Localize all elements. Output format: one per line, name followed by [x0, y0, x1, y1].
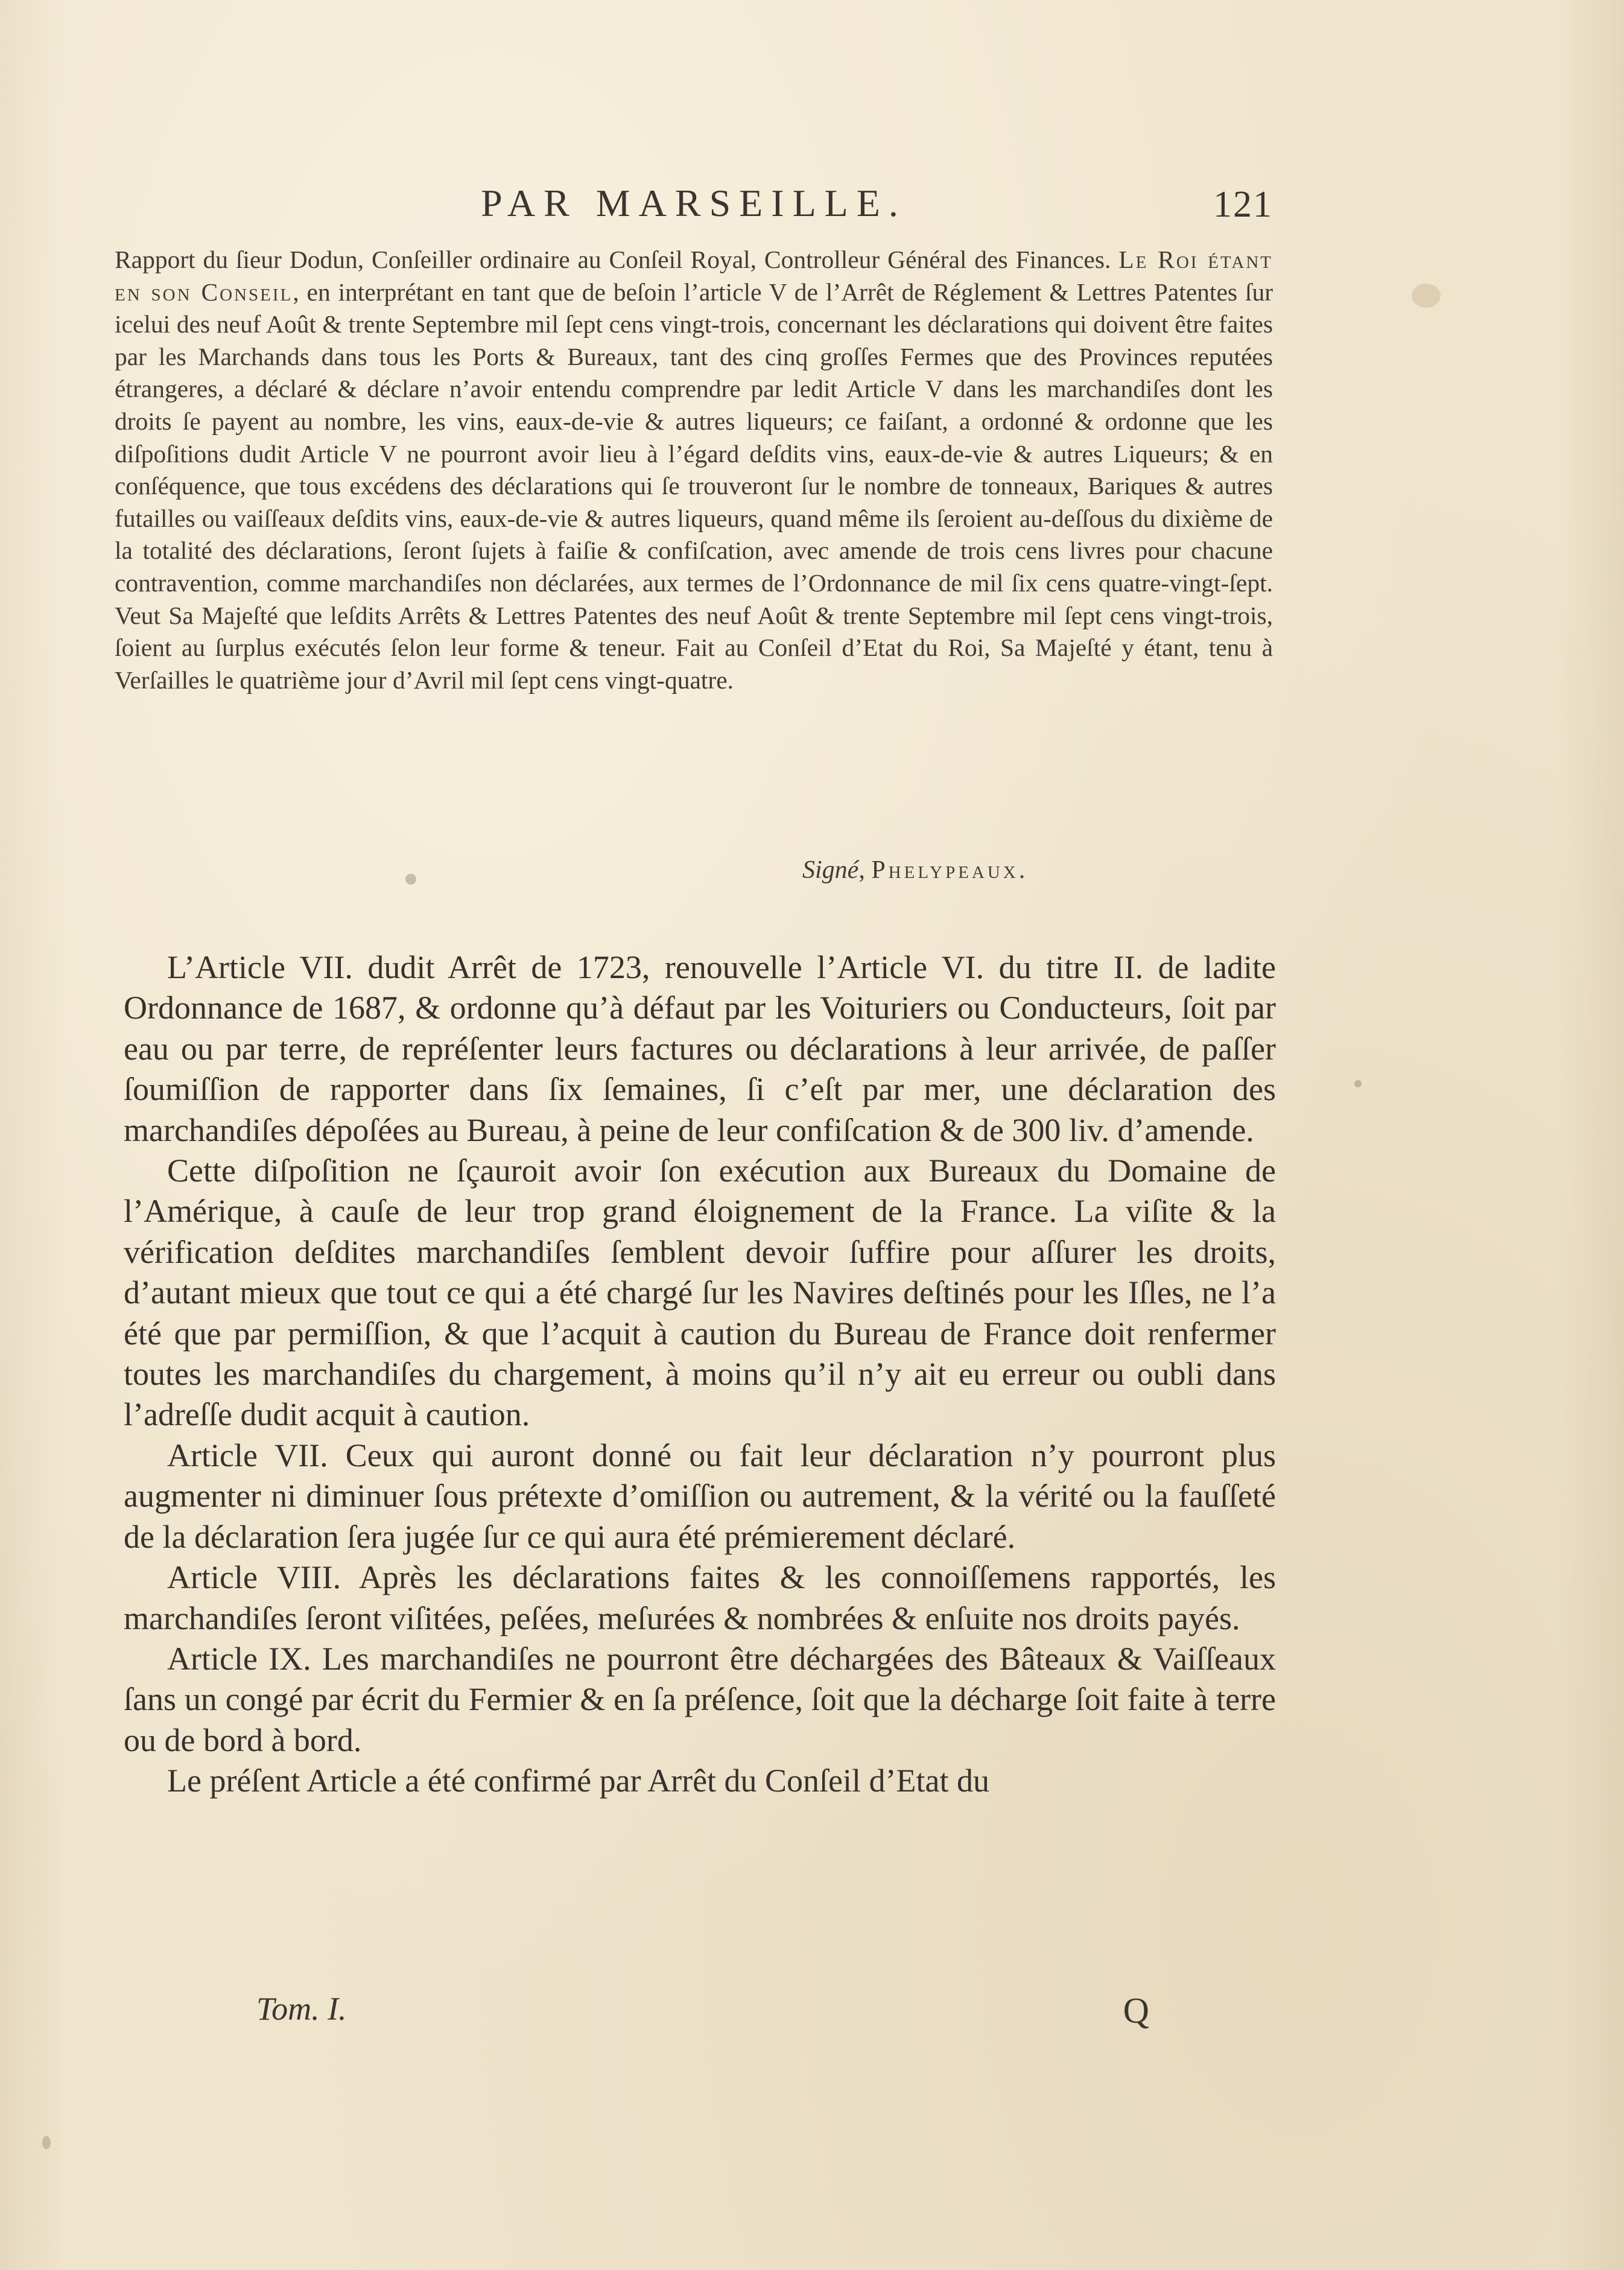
- paper-stain: [1412, 284, 1441, 308]
- signature-line: Signé, Phelypeaux.: [802, 856, 1029, 884]
- body-paragraph: Le préſent Article a été confirmé par Arrêt du Conſeil d’Etat du: [167, 1763, 989, 1799]
- decree-paragraph: [115, 244, 1273, 696]
- signature-signe: Signé: [802, 856, 859, 884]
- signature-name: Phelypeaux.: [871, 856, 1029, 884]
- ink-spot: [1354, 1080, 1362, 1087]
- body-paragraph: L’Article VII. dudit Arrêt de 1723, renouvelle l’Article VI. du titre II. de ladite Ordonnance de 1687, & ordonne qu’à défaut par les Voituriers ou Conducteurs, ſoit par eau ou par terre, de repréſenter leurs factures ou déclarations à leur arrivée, de paſſer ſoumiſſion de rapporter dans ſix ſemaines, ſi c’eſt par mer, une déclaration des marchandiſes dépoſées au Bureau, à peine de leur confiſcation & de 300 liv. d’amende.: [124, 949, 1276, 1148]
- signature-mark: Q: [1123, 1991, 1149, 2030]
- main-body: [124, 947, 1276, 1802]
- page-footer: [256, 1990, 1149, 2032]
- tome-label: Tom. I.: [256, 1991, 347, 2027]
- page-header: [115, 181, 1273, 235]
- body-paragraph: Article VII. Ceux qui auront donné ou fait leur déclaration n’y pourront plus augmenter ni diminuer ſous prétexte d’omiſſion ou autrement, & la vérité ou la fauſſeté de la déclaration ſera jugée ſur ce qui aura été prémierement déclaré.: [124, 1437, 1276, 1555]
- running-title: PAR MARSEILLE.: [481, 182, 907, 224]
- body-paragraph: Cette diſpoſition ne ſçauroit avoir ſon exécution aux Bureaux du Domaine de l’Amérique, à cauſe de leur trop grand éloignement de la France. La viſite & la vérification deſdites marchandiſes ſemblent devoir ſuffire pour aſſurer les droits, d’autant mieux que tout ce qui a été chargé ſur les Navires deſtinés pour les Iſles, ne l’a été que par permiſſion, & que l’acquit à caution du Bureau de France doit renfermer toutes les marchandiſes du chargement, à moins qu’il n’y ait eu erreur ou oubli dans l’adreſſe dudit acquit à caution.: [124, 1152, 1276, 1433]
- decree-text-part1: Rapport du ſieur Dodun, Conſeiller ordinaire au Conſeil Royal, Controlleur Général des Finances.: [115, 246, 1119, 273]
- paper-stain: [42, 2136, 51, 2149]
- decree-text-part2: , en interprétant en tant que de beſoin l’article V de l’Arrêt de Réglement & Lettres Patentes ſur icelui des neuf Août & trente Septembre mil ſept cens vingt-trois, concernant les déclarations qui doivent être faites par les Marchands dans tous les Ports & Bureaux, tant des cinq groſſes Fermes que des Provinces reputées étrangeres, a déclaré & déclare n’avoir entendu comprendre par ledit Article V dans les marchandiſes dont les droits ſe payent au nombre, les vins, eaux-de-vie & autres liqueurs; ce faiſant, a ordonné & ordonne que les diſpoſitions dudit Article V ne pourront avoir lieu à l’égard deſdits vins, eaux-de-vie & autres Liqueurs; & en conſéquence, que tous excédens des déclarations qui ſe trouveront ſur le nombre de tonneaux, Bariques & autres futailles ou vaiſſeaux deſdits vins, eaux-de-vie & autres liqueurs, quand même ils ſeroient au-deſſous du dixième de la totalité des déclarations, ſeront ſujets à faiſie & confiſcation, avec amende de trois cens livres pour chacune contravention, comme marchandiſes non déclarées, aux termes de l’Ordonnance de mil ſix cens quatre-vingt-ſept. Veut Sa Majeſté que leſdits Arrêts & Lettres Patentes des neuf Août & trente Septembre mil ſept cens vingt-trois, ſoient au ſurplus exécutés ſelon leur forme & teneur. Fait au Conſeil d’Etat du Roi, Sa Majeſté y étant, tenu à Verſailles le quatrième jour d’Avril mil ſept cens vingt-quatre.: [115, 278, 1274, 694]
- body-paragraph: Article IX. Les marchandiſes ne pourront être déchargées des Bâteaux & Vaiſſeaux ſans un congé par écrit du Fermier & en ſa préſence, ſoit que la décharge ſoit faite à terre ou de bord à bord.: [124, 1640, 1276, 1758]
- body-paragraph: Article VIII. Après les déclarations faites & les connoiſſemens rapportés, les marchandiſes ſeront viſitées, peſées, meſurées & nombrées & enſuite nos droits payés.: [124, 1559, 1276, 1636]
- page-number: 121: [1213, 184, 1273, 225]
- ink-spot: [405, 874, 416, 885]
- decree-caps: Le Roi étant en son Conseil: [115, 246, 1273, 306]
- decree-excerpt: [115, 244, 1273, 696]
